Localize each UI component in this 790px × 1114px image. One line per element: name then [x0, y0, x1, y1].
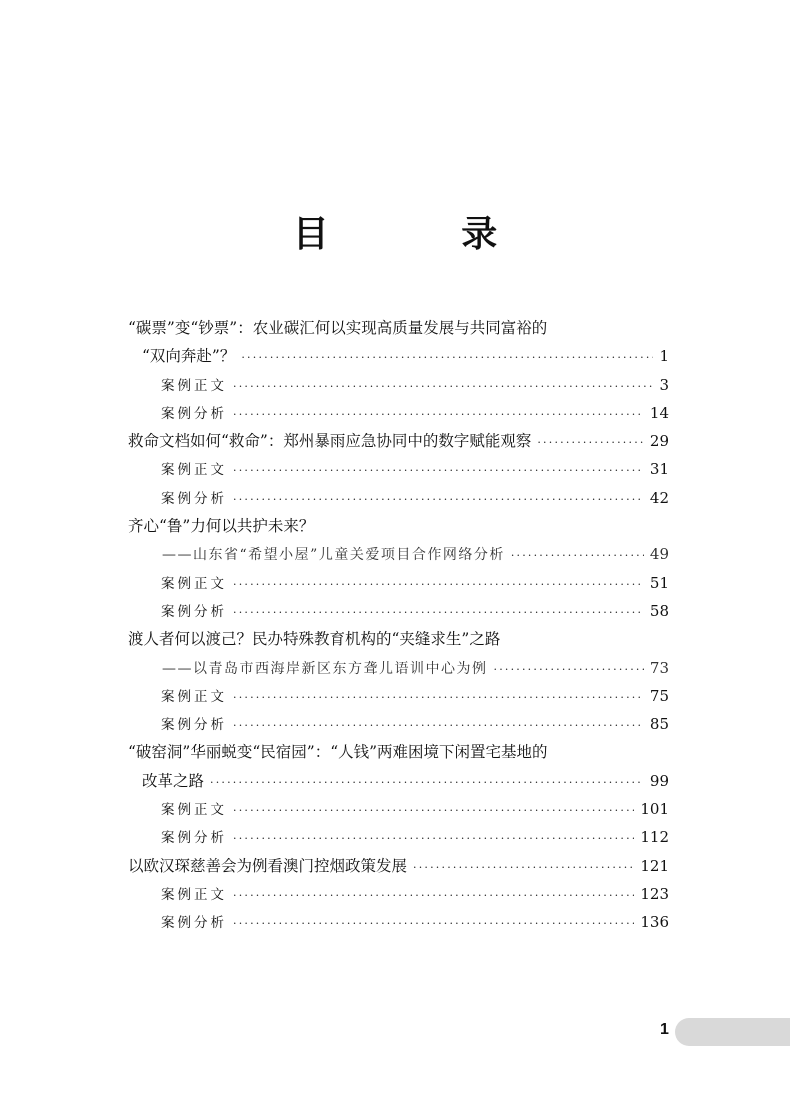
table-of-contents	[128, 314, 669, 937]
toc-entry-page: 73	[649, 658, 669, 677]
leader-dots	[233, 457, 644, 485]
toc-entry-page: 31	[649, 460, 669, 479]
toc-entry-title: 改革之路	[142, 771, 205, 790]
leader-dots	[233, 882, 634, 910]
toc-entry[interactable]	[128, 795, 669, 823]
leader-dots	[233, 599, 644, 627]
toc-entry-title: 案例正文	[161, 886, 227, 903]
toc-entry-page: 99	[649, 771, 669, 790]
toc-entry-title: 案例分析	[161, 915, 227, 932]
toc-entry-title: 案例分析	[161, 490, 227, 507]
page-number: 1	[660, 1021, 669, 1038]
toc-entry[interactable]	[128, 654, 669, 682]
leader-dots	[233, 373, 653, 401]
toc-entry[interactable]	[128, 738, 669, 766]
footer-tab	[675, 1018, 790, 1046]
leader-dots	[233, 401, 644, 429]
leader-dots	[233, 684, 644, 712]
toc-entry-subtitle: ——以青岛市西海岸新区东方聋儿语训中心为例	[162, 660, 488, 677]
toc-entry[interactable]	[128, 399, 669, 427]
toc-entry-page: 85	[649, 715, 669, 734]
toc-entry-page: 121	[640, 856, 669, 875]
toc-entry-title: 案例正文	[161, 462, 227, 479]
toc-entry[interactable]	[128, 682, 669, 710]
toc-entry-subtitle: ——山东省“希望小屋”儿童关爱项目合作网络分析	[162, 547, 505, 564]
toc-entry-title: 齐心“鲁”力何以共护未来？	[128, 517, 315, 536]
toc-entry-page: 49	[649, 545, 669, 564]
toc-entry[interactable]	[128, 767, 669, 795]
toc-entry-page: 3	[659, 375, 669, 394]
toc-entry-page: 58	[649, 601, 669, 620]
leader-dots	[233, 910, 634, 938]
toc-entry-title: 案例正文	[161, 688, 227, 705]
toc-entry-title: 案例分析	[161, 405, 227, 422]
page-title: 目 录	[292, 213, 558, 255]
toc-entry-page: 75	[649, 686, 669, 705]
toc-entry[interactable]	[128, 342, 669, 370]
toc-entry-title: 渡人者何以渡己？民办特殊教育机构的“夹缝求生”之路	[128, 630, 501, 649]
leader-dots	[233, 712, 644, 740]
toc-entry[interactable]	[128, 314, 669, 342]
toc-entry-page: 136	[640, 913, 669, 932]
leader-dots	[494, 656, 644, 684]
toc-entry[interactable]	[128, 540, 669, 568]
leader-dots	[537, 429, 644, 457]
toc-entry-page: 14	[649, 403, 669, 422]
toc-entry[interactable]	[128, 852, 669, 880]
toc-entry-title: 案例正文	[161, 575, 227, 592]
toc-entry-title: 案例正文	[161, 377, 227, 394]
toc-entry-title: 救命文档如何“救命”：郑州暴雨应急协同中的数字赋能观察	[128, 432, 532, 451]
toc-entry[interactable]	[128, 512, 669, 540]
toc-entry-page: 51	[649, 573, 669, 592]
leader-dots	[233, 486, 644, 514]
toc-entry-title: 案例分析	[161, 717, 227, 734]
toc-entry-title: “碳票”变“钞票”：农业碳汇何以实现高质量发展与共同富裕的	[128, 319, 548, 337]
toc-entry-page: 101	[640, 800, 669, 819]
toc-entry-title: “破窑洞”华丽蜕变“民宿园”：“人钱”两难困境下闲置宅基地的	[128, 743, 548, 762]
leader-dots	[233, 571, 644, 599]
leader-dots	[233, 825, 634, 853]
leader-dots	[511, 542, 644, 570]
toc-entry[interactable]	[128, 427, 669, 455]
toc-entry-page: 112	[640, 828, 669, 847]
toc-entry[interactable]	[128, 823, 669, 851]
toc-entry-page: 42	[649, 488, 669, 507]
toc-entry[interactable]	[128, 710, 669, 738]
toc-entry[interactable]	[128, 597, 669, 625]
toc-entry[interactable]	[128, 880, 669, 908]
leader-dots	[241, 344, 653, 372]
toc-entry-page: 123	[640, 884, 669, 903]
toc-entry-title: 以欧汉琛慈善会为例看澳门控烟政策发展	[128, 856, 408, 875]
toc-entry-title: 案例分析	[161, 830, 227, 847]
toc-entry-title: “双向奔赴”？	[142, 347, 236, 366]
leader-dots	[210, 769, 644, 797]
toc-entry-page: 1	[659, 347, 669, 366]
leader-dots	[233, 797, 634, 825]
toc-entry[interactable]	[128, 484, 669, 512]
toc-entry[interactable]	[128, 569, 669, 597]
toc-entry[interactable]	[128, 625, 669, 653]
toc-entry-title: 案例分析	[161, 603, 227, 620]
toc-entry[interactable]	[128, 371, 669, 399]
leader-dots	[413, 854, 634, 882]
toc-entry-page: 29	[649, 432, 669, 451]
toc-entry[interactable]	[128, 455, 669, 483]
toc-entry-title: 案例正文	[161, 802, 227, 819]
toc-entry[interactable]	[128, 908, 669, 936]
